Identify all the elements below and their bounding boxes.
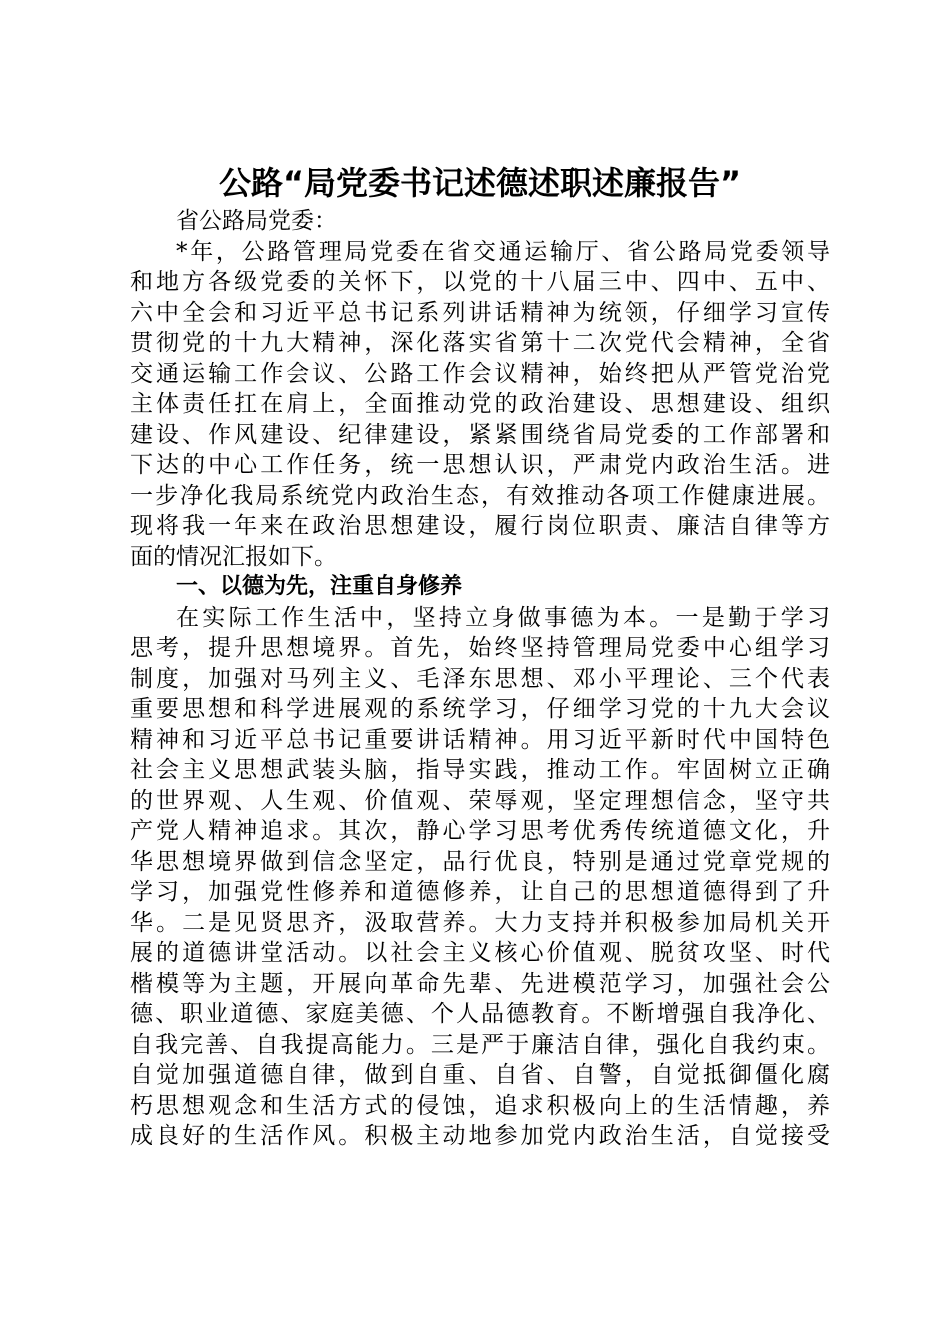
paragraph-line: 下达的中心工作任务，统一思想认识，严肃党内政治生活。进 [130,452,830,478]
paragraph-line: 制度，加强对马列主义、毛泽东思想、邓小平理论、三个代表 [130,665,830,692]
paragraph-line: 在实际工作生活中，坚持立身做事德为本。一是勤于学习 [176,604,830,631]
paragraph-line: 楷模等为主题，开展向革命先辈、先进模范学习，加强社会公 [130,970,830,997]
paragraph-line: 朽思想观念和生活方式的侵蚀，追求积极向上的生活情趣，养 [130,1092,830,1119]
paragraph-line: *年，公路管理局党委在省交通运输厅、省公路局党委领导 [176,238,830,265]
paragraph-line: 交通运输工作会议、公路工作会议精神，始终把从严管党治党 [130,360,830,387]
paragraph-line: 精神和习近平总书记重要讲话精神。用习近平新时代中国特色 [130,726,830,753]
paragraph-line: 重要思想和科学进展观的系统学习，仔细学习党的十九大会议 [130,696,830,722]
paragraph-line: 思考，提升思想境界。首先，始终坚持管理局党委中心组学习 [130,635,830,661]
paragraph-line: 成良好的生活作风。积极主动地参加党内政治生活，自觉接受 [130,1123,830,1149]
paragraph-line: 展的道德讲堂活动。以社会主义核心价值观、脱贫攻坚、时代 [130,940,830,966]
paragraph-line: 社会主义思想武装头脑，指导实践，推动工作。牢固树立正确 [130,757,830,783]
paragraph-section1 [130,603,830,1152]
paragraph-line: 主体责任扛在肩上，全面推动党的政治建设、思想建设、组织 [130,391,830,417]
paragraph-line: 华思想境界做到信念坚定，品行优良，特别是通过党章党规的 [130,848,830,875]
paragraph-line: 的世界观、人生观、价值观、荣辱观，坚定理想信念，坚守共 [130,787,830,814]
section-heading: 一、以德为先，注重自身修养 [176,574,463,599]
document-title: 公路“局党委书记述德述职述廉报告” [218,164,742,202]
paragraph-line: 学习，加强党性修养和道德修养，让自己的思想道德得到了升 [130,879,830,905]
paragraph-line: 面的情况汇报如下。 [130,543,337,570]
paragraph-line: 六中全会和习近平总书记系列讲话精神为统领，仔细学习宣传 [130,299,830,326]
paragraph-line: 一步净化我局系统党内政治生态，有效推动各项工作健康进展。 [130,482,830,509]
paragraph-intro [130,237,830,573]
paragraph-line: 德、职业道德、家庭美德、个人品德教育。不断增强自我净化、 [130,1001,830,1027]
paragraph-line: 产党人精神追求。其次，静心学习思考优秀传统道德文化，升 [130,818,830,844]
paragraph-line: 贯彻党的十九大精神，深化落实省第十二次党代会精神，全省 [130,330,830,356]
paragraph-line: 自觉加强道德自律，做到自重、自省、自警，自觉抵御僵化腐 [130,1062,830,1088]
document-body [130,160,830,1152]
paragraph-line: 现将我一年来在政治思想建设，履行岗位职责、廉洁自律等方 [130,513,830,539]
salutation: 省公路局党委： [176,208,337,234]
paragraph-line: 和地方各级党委的关怀下，以党的十八届三中、四中、五中、 [130,269,830,295]
paragraph-line: 建设、作风建设、纪律建设，紧紧围绕省局党委的工作部署和 [130,421,830,448]
paragraph-line: 华。二是见贤思齐，汲取营养。大力支持并积极参加局机关开 [130,909,830,936]
paragraph-line: 自我完善、自我提高能力。三是严于廉洁自律，强化自我约束。 [130,1031,830,1058]
